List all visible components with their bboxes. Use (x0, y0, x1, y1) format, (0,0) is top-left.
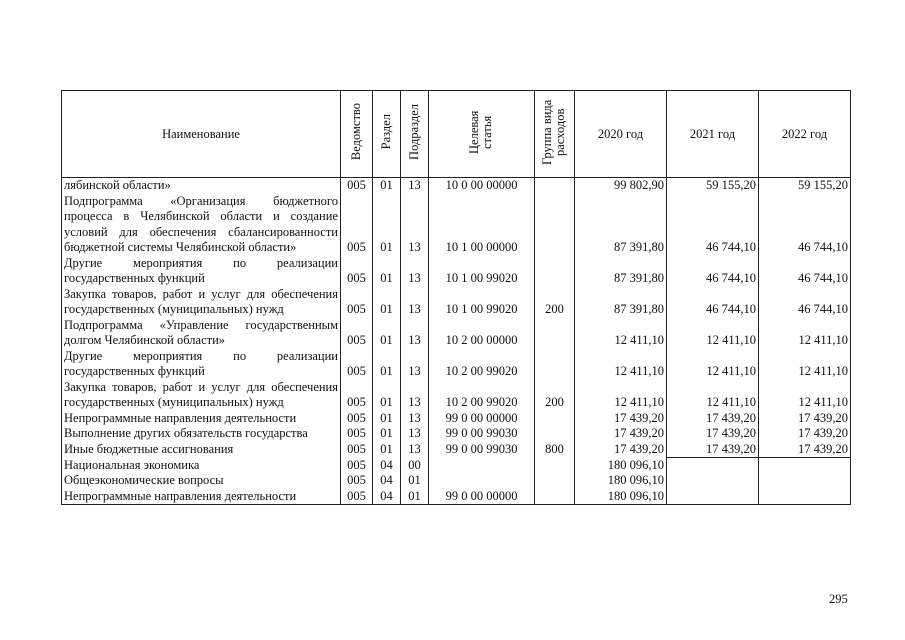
header-group (535, 91, 575, 178)
row-razdel: 01 (373, 442, 401, 458)
row-podrazdel: 13 (401, 411, 429, 427)
row-podrazdel: 01 (401, 489, 429, 505)
row-vedomstvo: 005 (341, 287, 373, 318)
row-target: 10 2 00 00000 (429, 318, 535, 349)
row-2022: 46 744,10 (759, 287, 851, 318)
table-row (62, 473, 851, 489)
row-group (535, 473, 575, 489)
row-target: 10 1 00 99020 (429, 287, 535, 318)
row-name: Другие мероприятия по реализации государственных функций (62, 349, 341, 380)
row-group (535, 411, 575, 427)
table-row (62, 426, 851, 442)
row-name: Выполнение других обязательств государства (62, 426, 341, 442)
row-2020: 87 391,80 (575, 194, 667, 256)
row-podrazdel: 13 (401, 318, 429, 349)
table-row (62, 318, 851, 349)
row-2020: 180 096,10 (575, 489, 667, 505)
row-podrazdel: 13 (401, 442, 429, 458)
row-podrazdel: 01 (401, 473, 429, 489)
row-2021 (667, 473, 759, 489)
row-2022: 59 155,20 (759, 178, 851, 194)
row-name: Общеэкономические вопросы (62, 473, 341, 489)
row-group: 200 (535, 380, 575, 411)
row-vedomstvo: 005 (341, 458, 373, 474)
row-name: Непрограммные направления деятельности (62, 411, 341, 427)
row-2021: 59 155,20 (667, 178, 759, 194)
row-podrazdel: 13 (401, 349, 429, 380)
header-target-label: Целевая статья (467, 110, 495, 154)
table-row (62, 458, 851, 474)
row-target: 99 0 00 99030 (429, 442, 535, 458)
table-row (62, 349, 851, 380)
row-vedomstvo: 005 (341, 256, 373, 287)
row-2020: 180 096,10 (575, 458, 667, 474)
row-razdel: 01 (373, 380, 401, 411)
row-target: 10 0 00 00000 (429, 178, 535, 194)
row-target: 10 1 00 99020 (429, 256, 535, 287)
row-2020: 87 391,80 (575, 287, 667, 318)
row-2020: 17 439,20 (575, 442, 667, 458)
row-2022 (759, 489, 851, 505)
row-vedomstvo: 005 (341, 411, 373, 427)
row-group: 200 (535, 287, 575, 318)
row-target (429, 458, 535, 474)
row-2022: 17 439,20 (759, 442, 851, 458)
header-razdel-label: Раздел (378, 114, 393, 150)
row-name: Подпрограмма «Организация бюджетного процесса в Челябинской области и создание условий для обеспечения сбалансированности бюджетной системы Челябинской области» (62, 194, 341, 256)
row-2020: 87 391,80 (575, 256, 667, 287)
header-2021: 2021 год (667, 91, 759, 178)
row-2021: 17 439,20 (667, 426, 759, 442)
row-razdel: 01 (373, 194, 401, 256)
row-razdel: 01 (373, 426, 401, 442)
row-2021: 12 411,10 (667, 380, 759, 411)
row-2020: 17 439,20 (575, 426, 667, 442)
table-row (62, 442, 851, 458)
row-2020: 99 802,90 (575, 178, 667, 194)
row-2021 (667, 489, 759, 505)
row-group (535, 349, 575, 380)
row-group (535, 489, 575, 505)
header-vedomstvo (341, 91, 373, 178)
row-name: Иные бюджетные ассигнования (62, 442, 341, 458)
row-name: Непрограммные направления деятельности (62, 489, 341, 505)
row-vedomstvo: 005 (341, 426, 373, 442)
row-2021: 46 744,10 (667, 194, 759, 256)
row-group: 800 (535, 442, 575, 458)
row-razdel: 04 (373, 473, 401, 489)
row-group (535, 256, 575, 287)
row-2021: 12 411,10 (667, 349, 759, 380)
row-vedomstvo: 005 (341, 442, 373, 458)
table-header-row (62, 91, 851, 178)
row-razdel: 01 (373, 287, 401, 318)
row-podrazdel: 13 (401, 380, 429, 411)
header-2020: 2020 год (575, 91, 667, 178)
row-target: 10 1 00 00000 (429, 194, 535, 256)
table-row (62, 380, 851, 411)
row-2021 (667, 458, 759, 474)
row-group (535, 178, 575, 194)
table-row (62, 489, 851, 505)
row-vedomstvo: 005 (341, 489, 373, 505)
row-2020: 12 411,10 (575, 318, 667, 349)
row-name: Подпрограмма «Управление государственным долгом Челябинской области» (62, 318, 341, 349)
row-razdel: 04 (373, 489, 401, 505)
row-razdel: 01 (373, 411, 401, 427)
row-podrazdel: 13 (401, 256, 429, 287)
row-razdel: 04 (373, 458, 401, 474)
row-2020: 17 439,20 (575, 411, 667, 427)
header-name: Наименование (62, 91, 341, 178)
row-podrazdel: 13 (401, 194, 429, 256)
row-2020: 12 411,10 (575, 349, 667, 380)
header-2022: 2022 год (759, 91, 851, 178)
table-row (62, 178, 851, 194)
row-name: Закупка товаров, работ и услуг для обеспечения государственных (муниципальных) нужд (62, 287, 341, 318)
row-target: 10 2 00 99020 (429, 380, 535, 411)
header-target (429, 91, 535, 178)
row-target (429, 473, 535, 489)
row-2021: 17 439,20 (667, 442, 759, 458)
row-group (535, 426, 575, 442)
header-podrazdel (401, 91, 429, 178)
row-2022: 12 411,10 (759, 318, 851, 349)
row-group (535, 318, 575, 349)
row-name: Другие мероприятия по реализации государственных функций (62, 256, 341, 287)
row-vedomstvo: 005 (341, 473, 373, 489)
table-row (62, 194, 851, 256)
row-vedomstvo: 005 (341, 178, 373, 194)
row-podrazdel: 13 (401, 287, 429, 318)
row-group (535, 458, 575, 474)
row-vedomstvo: 005 (341, 349, 373, 380)
row-2022 (759, 473, 851, 489)
row-2020: 180 096,10 (575, 473, 667, 489)
row-2021: 17 439,20 (667, 411, 759, 427)
budget-table (61, 90, 851, 505)
header-podrazdel-label: Подраздел (406, 104, 421, 160)
row-2021: 46 744,10 (667, 287, 759, 318)
row-2021: 12 411,10 (667, 318, 759, 349)
row-2022: 46 744,10 (759, 194, 851, 256)
table-row (62, 287, 851, 318)
row-name: Национальная экономика (62, 458, 341, 474)
row-target: 99 0 00 00000 (429, 411, 535, 427)
row-podrazdel: 13 (401, 178, 429, 194)
row-2022: 17 439,20 (759, 411, 851, 427)
row-2021: 46 744,10 (667, 256, 759, 287)
table-row (62, 411, 851, 427)
row-name: лябинской области» (62, 178, 341, 194)
row-podrazdel: 00 (401, 458, 429, 474)
table-row (62, 256, 851, 287)
row-target: 99 0 00 00000 (429, 489, 535, 505)
row-target: 10 2 00 99020 (429, 349, 535, 380)
row-2022: 12 411,10 (759, 349, 851, 380)
row-2022: 12 411,10 (759, 380, 851, 411)
page-number: 295 (829, 592, 848, 606)
row-target: 99 0 00 99030 (429, 426, 535, 442)
row-razdel: 01 (373, 349, 401, 380)
row-vedomstvo: 005 (341, 318, 373, 349)
row-name: Закупка товаров, работ и услуг для обеспечения государственных (муниципальных) нужд (62, 380, 341, 411)
row-2022: 46 744,10 (759, 256, 851, 287)
row-razdel: 01 (373, 318, 401, 349)
row-2020: 12 411,10 (575, 380, 667, 411)
header-vedomstvo-label: Ведомство (348, 103, 363, 161)
row-razdel: 01 (373, 256, 401, 287)
row-group (535, 194, 575, 256)
row-razdel: 01 (373, 178, 401, 194)
header-razdel (373, 91, 401, 178)
row-vedomstvo: 005 (341, 380, 373, 411)
row-2022 (759, 458, 851, 474)
header-group-label: Группа вида расходов (540, 99, 568, 165)
row-vedomstvo: 005 (341, 194, 373, 256)
row-podrazdel: 13 (401, 426, 429, 442)
row-2022: 17 439,20 (759, 426, 851, 442)
